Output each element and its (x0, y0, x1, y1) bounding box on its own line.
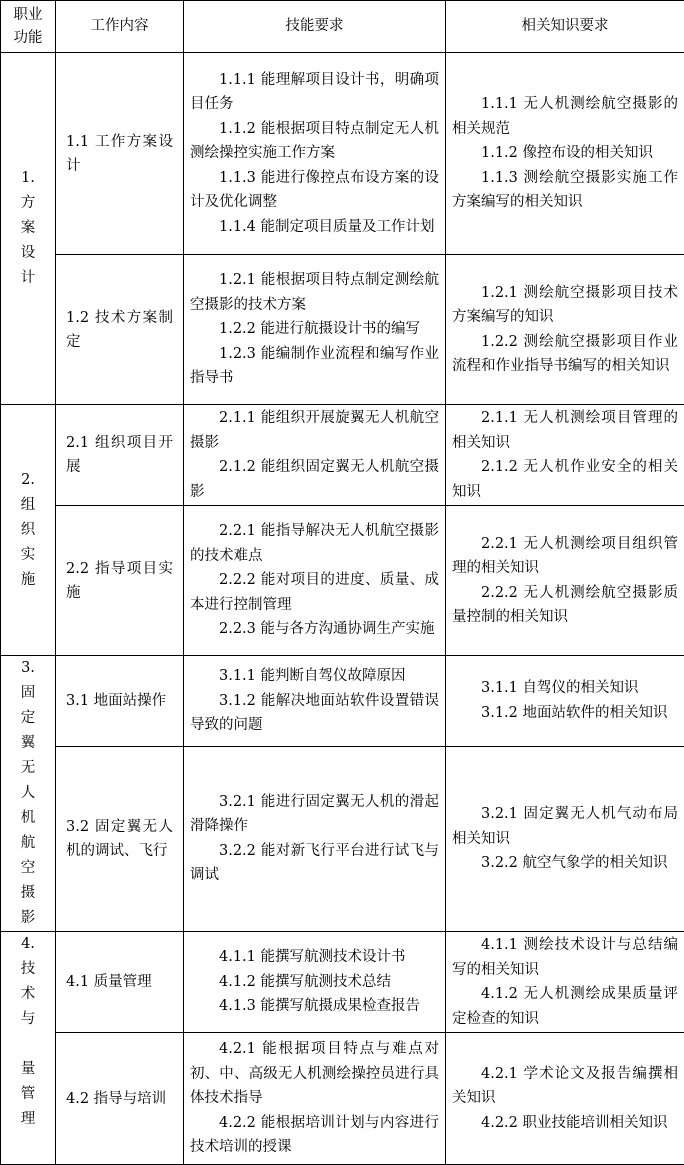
header-knowledge-label: 相关知识要求 (522, 18, 609, 34)
skill-item: 3.2.1 能进行固定翼无人机的滑起滑降操作 (190, 790, 439, 839)
work-content-cell: 1.2 技术方案制定 (56, 255, 184, 405)
knowledge-item: 3.1.1 自驾仪的相关知识 (452, 676, 678, 701)
skill-item: 2.1.2 能组织固定翼无人机航空摄影 (190, 455, 439, 504)
work-content-cell: 3.1 地面站操作 (56, 656, 184, 747)
skill-item: 1.2.1 能根据项目特点制定测绘航空摄影的技术方案 (190, 268, 439, 317)
knowledge-item: 3.2.2 航空气象学的相关知识 (452, 851, 678, 876)
knowledge-item: 4.2.2 职业技能培训相关知识 (452, 1111, 678, 1136)
table-row (1, 405, 684, 506)
knowledge-item: 2.2.1 无人机测绘项目组织管理的相关知识 (452, 532, 678, 581)
function-cell (1, 53, 56, 405)
knowledge-item: 2.2.2 无人机测绘航空摄影质量控制的相关知识 (452, 581, 678, 630)
header-knowledge (446, 1, 684, 53)
header-work (56, 1, 184, 53)
skill-item: 3.1.1 能判断自驾仪故障原因 (190, 664, 439, 689)
skill-item: 2.2.2 能对项目的进度、质量、成本进行控制管理 (190, 568, 439, 617)
header-skills (184, 1, 446, 53)
knowledge-item: 4.1.1 测绘技术设计与总结编写的相关知识 (452, 933, 678, 982)
skills-cell (184, 255, 446, 405)
skill-item: 4.1.2 能撰写航测技术总结 (190, 970, 439, 995)
knowledge-cell (446, 656, 684, 747)
table-row (1, 746, 684, 931)
skills-cell (184, 1033, 446, 1165)
skills-cell (184, 656, 446, 747)
skill-item: 1.1.3 能进行像控点布设方案的设计及优化调整 (190, 166, 439, 215)
work-content-cell: 3.2 固定翼无人机的调试、飞行 (56, 746, 184, 931)
knowledge-item: 2.1.1 无人机测绘项目管理的相关知识 (452, 406, 678, 455)
function-cell (1, 405, 56, 656)
work-content-cell: 4.2 指导与培训 (56, 1033, 184, 1165)
work-content-cell: 1.1 工作方案设计 (56, 53, 184, 255)
knowledge-item: 1.1.3 测绘航空摄影实施工作方案编写的相关知识 (452, 166, 678, 215)
table-row (1, 932, 684, 1033)
knowledge-item: 1.2.1 测绘航空摄影项目技术方案编写的知识 (452, 281, 678, 330)
skill-item: 1.1.4 能制定项目质量及工作计划 (190, 215, 439, 240)
knowledge-cell (446, 506, 684, 656)
knowledge-item: 1.2.2 测绘航空摄影项目作业流程和作业指导书编写的相关知识 (452, 330, 678, 379)
header-skills-label: 技能要求 (286, 18, 344, 34)
table-row (1, 53, 684, 255)
knowledge-item: 1.1.1 无人机测绘航空摄影的相关规范 (452, 92, 678, 141)
skill-item: 4.1.1 能撰写航测技术设计书 (190, 945, 439, 970)
knowledge-cell (446, 746, 684, 931)
knowledge-cell (446, 255, 684, 405)
work-content-cell: 2.2 指导项目实施 (56, 506, 184, 656)
header-function-label: 职业功能 (14, 7, 43, 46)
header-work-label: 工作内容 (91, 18, 149, 34)
function-cell (1, 656, 56, 932)
function-label-vertical: 2. 组 织 实 施 (3, 468, 53, 593)
skill-item: 2.2.3 能与各方沟通协调生产实施 (190, 617, 439, 642)
function-label-vertical: 4. 技 术 与 量 管 理 (3, 932, 53, 1132)
skills-cell (184, 932, 446, 1033)
knowledge-item: 3.2.1 固定翼无人机气动布局相关知识 (452, 802, 678, 851)
skill-item: 1.2.3 能编制作业流程和编写作业指导书 (190, 342, 439, 391)
skill-item: 1.1.1 能理解项目设计书，明确项目任务 (190, 68, 439, 117)
header-function (1, 1, 56, 53)
skills-cell (184, 53, 446, 255)
knowledge-cell (446, 1033, 684, 1165)
knowledge-cell (446, 932, 684, 1033)
header-row (1, 1, 684, 53)
table-row (1, 656, 684, 747)
table-body (1, 53, 684, 1165)
work-content-cell: 4.1 质量管理 (56, 932, 184, 1033)
function-label-vertical: 1. 方 案 设 计 (3, 166, 53, 291)
knowledge-cell (446, 405, 684, 506)
skills-cell (184, 405, 446, 506)
skill-item: 4.2.2 能根据培训计划与内容进行技术培训的授课 (190, 1111, 439, 1160)
table-row (1, 1033, 684, 1165)
work-content-cell: 2.1 组织项目开展 (56, 405, 184, 506)
knowledge-item: 4.2.1 学术论文及报告编撰相关知识 (452, 1062, 678, 1111)
table-row (1, 255, 684, 405)
skill-item: 2.2.1 能指导解决无人机航空摄影的技术难点 (190, 519, 439, 568)
skill-item: 1.2.2 能进行航摄设计书的编写 (190, 317, 439, 342)
function-cell (1, 932, 56, 1165)
knowledge-item: 1.1.2 像控布设的相关知识 (452, 141, 678, 166)
skills-cell (184, 506, 446, 656)
skill-item: 4.1.3 能撰写航摄成果检查报告 (190, 994, 439, 1019)
skill-item: 2.1.1 能组织开展旋翼无人机航空摄影 (190, 406, 439, 455)
knowledge-cell (446, 53, 684, 255)
skill-item: 1.1.2 能根据项目特点制定无人机测绘操控实施工作方案 (190, 117, 439, 166)
table-row (1, 506, 684, 656)
skill-item: 4.2.1 能根据项目特点与难点对初、中、高级无人机测绘操控员进行具体技术指导 (190, 1037, 439, 1111)
skill-item: 3.2.2 能对新飞行平台进行试飞与调试 (190, 839, 439, 888)
knowledge-item: 3.1.2 地面站软件的相关知识 (452, 701, 678, 726)
skill-item: 3.1.2 能解决地面站软件设置错误导致的问题 (190, 689, 439, 738)
knowledge-item: 2.1.2 无人机作业安全的相关知识 (452, 455, 678, 504)
knowledge-item: 4.1.2 无人机测绘成果质量评定检查的知识 (452, 982, 678, 1031)
function-label-vertical: 3. 固 定 翼 无 人 机 航 空 摄 影 (3, 656, 53, 931)
skills-cell (184, 746, 446, 931)
